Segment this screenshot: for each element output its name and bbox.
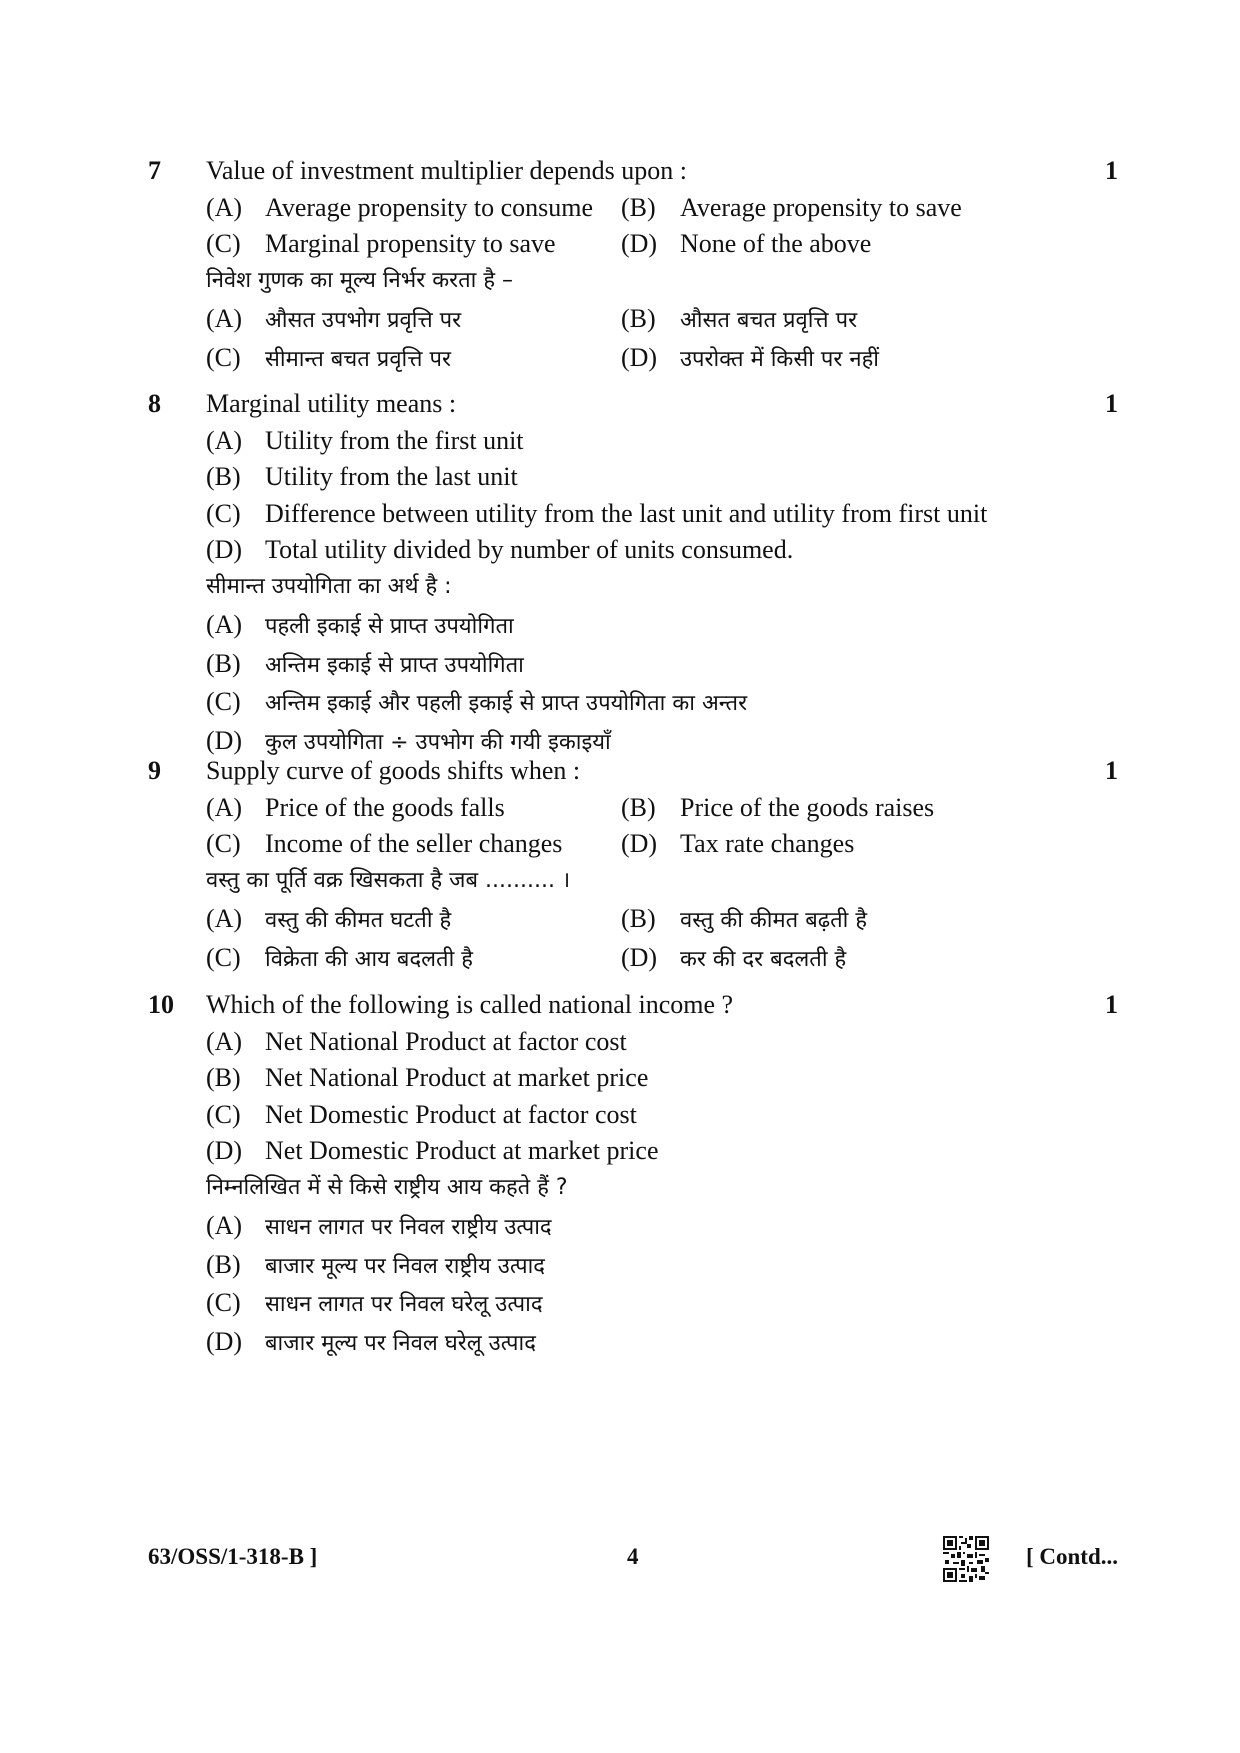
hindi-option-row <box>148 1247 1118 1286</box>
option-c: (C) Net Domestic Product at factor cost <box>206 1099 637 1129</box>
option-row <box>148 1060 1118 1097</box>
hindi-option-b: (B) अन्तिम इकाई से प्राप्त उपयोगिता <box>206 648 524 678</box>
hindi-question-row <box>148 863 1118 902</box>
hindi-option-d: (D) कुल उपयोगिता ÷ उपभोग की गयी इकाइयाँ <box>206 725 611 755</box>
question-number: 8 <box>148 389 161 418</box>
hindi-option-c: (C) साधन लागत पर निवल घरेलू उत्पाद <box>206 1288 543 1317</box>
hindi-option-c: (C) अन्तिम इकाई और पहली इकाई से प्राप्त उपयोगिता का अन्तर <box>206 687 748 716</box>
hindi-option-a: (A) साधन लागत पर निवल राष्ट्रीय उत्पाद <box>206 1211 552 1240</box>
hindi-option-d: (D) बाजार मूल्य पर निवल घरेलू उत्पाद <box>206 1326 536 1356</box>
option-c: (C) Marginal propensity to save <box>206 229 556 258</box>
hindi-option-row <box>148 1208 1118 1247</box>
option-row <box>148 826 1118 863</box>
option-row <box>148 1024 1118 1061</box>
option-row <box>148 1133 1118 1170</box>
question-text: Marginal utility means : <box>206 389 457 418</box>
option-row <box>148 790 1118 827</box>
hindi-option-c: (C) विक्रेता की आय बदलती है <box>206 942 473 972</box>
hindi-question-row <box>148 1170 1118 1209</box>
hindi-option-d: (D) उपरोक्त में किसी पर नहीं <box>621 342 879 372</box>
question-number: 10 <box>148 990 174 1019</box>
hindi-option-row <box>148 607 1118 646</box>
question-10 <box>148 987 1118 1362</box>
hindi-option-a: (A) औसत उपभोग प्रवृत्ति पर <box>206 304 462 333</box>
hindi-option-row <box>148 1324 1118 1363</box>
question-row <box>148 386 1118 423</box>
option-c: (C) Income of the seller changes <box>206 829 563 858</box>
option-a: (A) Net National Product at factor cost <box>206 1026 627 1056</box>
page-footer <box>148 1536 1118 1580</box>
hindi-option-b: (B) बाजार मूल्य पर निवल राष्ट्रीय उत्पाद <box>206 1249 545 1279</box>
question-marks: 1 <box>1105 756 1118 785</box>
option-row <box>148 226 1118 263</box>
question-text: Which of the following is called national income ? <box>206 990 734 1019</box>
question-7 <box>148 153 1118 378</box>
question-number: 9 <box>148 756 161 785</box>
question-text: Value of investment multiplier depends upon : <box>206 156 687 185</box>
option-c: (C) Difference between utility from the last unit and utility from first unit <box>206 498 988 528</box>
option-a: (A) Utility from the first unit <box>206 425 524 455</box>
option-b: (B) Price of the goods raises <box>621 792 935 822</box>
option-b: (B) Net National Product at market price <box>206 1063 649 1092</box>
option-row <box>148 532 1118 569</box>
option-d: (D) Total utility divided by number of units consumed. <box>206 535 794 564</box>
option-a: (A) Price of the goods falls <box>206 792 505 822</box>
hindi-question-text: सीमान्त उपयोगिता का अर्थ है : <box>206 573 452 599</box>
hindi-option-row <box>148 301 1118 340</box>
hindi-option-d: (D) कर की दर बदलती है <box>621 942 847 972</box>
option-b: (B) Utility from the last unit <box>206 462 518 491</box>
hindi-option-row <box>148 340 1118 379</box>
hindi-question-text: वस्तु का पूर्ति वक्र खिसकता है जब .......... । <box>206 867 571 893</box>
option-row <box>148 190 1118 227</box>
option-d: (D) None of the above <box>621 229 872 258</box>
hindi-option-a: (A) पहली इकाई से प्राप्त उपयोगिता <box>206 610 514 639</box>
question-row <box>148 753 1118 790</box>
continued-label: [ Contd... <box>1025 1544 1118 1569</box>
hindi-option-a: (A) वस्तु की कीमत घटती है <box>206 904 452 933</box>
question-row <box>148 987 1118 1024</box>
hindi-option-row <box>148 684 1118 723</box>
hindi-option-b: (B) औसत बचत प्रवृत्ति पर <box>621 304 858 333</box>
option-row <box>148 423 1118 460</box>
question-text: Supply curve of goods shifts when : <box>206 756 581 785</box>
hindi-option-row <box>148 1285 1118 1324</box>
question-number: 7 <box>148 156 161 185</box>
question-9 <box>148 753 1118 978</box>
hindi-option-row <box>148 940 1118 979</box>
option-d: (D) Tax rate changes <box>621 829 855 858</box>
hindi-question-text: निम्नलिखित में से किसे राष्ट्रीय आय कहते हैं ? <box>206 1174 568 1200</box>
hindi-option-b: (B) वस्तु की कीमत बढ़ती है <box>621 904 868 933</box>
hindi-option-c: (C) सीमान्त बचत प्रवृत्ति पर <box>206 342 451 372</box>
option-row <box>148 496 1118 533</box>
paper-code: 63/OSS/1-318-B ] <box>148 1544 318 1569</box>
question-8 <box>148 386 1118 761</box>
hindi-question-row <box>148 569 1118 608</box>
qr-code-icon <box>943 1536 989 1582</box>
question-marks: 1 <box>1105 990 1118 1019</box>
hindi-question-row <box>148 263 1118 302</box>
option-row <box>148 459 1118 496</box>
question-row <box>148 153 1118 190</box>
hindi-option-row <box>148 646 1118 685</box>
option-d: (D) Net Domestic Product at market price <box>206 1136 659 1165</box>
option-row <box>148 1097 1118 1134</box>
question-marks: 1 <box>1105 156 1118 185</box>
page-number: 4 <box>627 1544 639 1569</box>
option-a: (A) Average propensity to consume <box>206 192 594 222</box>
question-marks: 1 <box>1105 389 1118 418</box>
hindi-question-text: निवेश गुणक का मूल्य निर्भर करता है – <box>206 267 513 293</box>
option-b: (B) Average propensity to save <box>621 192 962 222</box>
hindi-option-row <box>148 901 1118 940</box>
